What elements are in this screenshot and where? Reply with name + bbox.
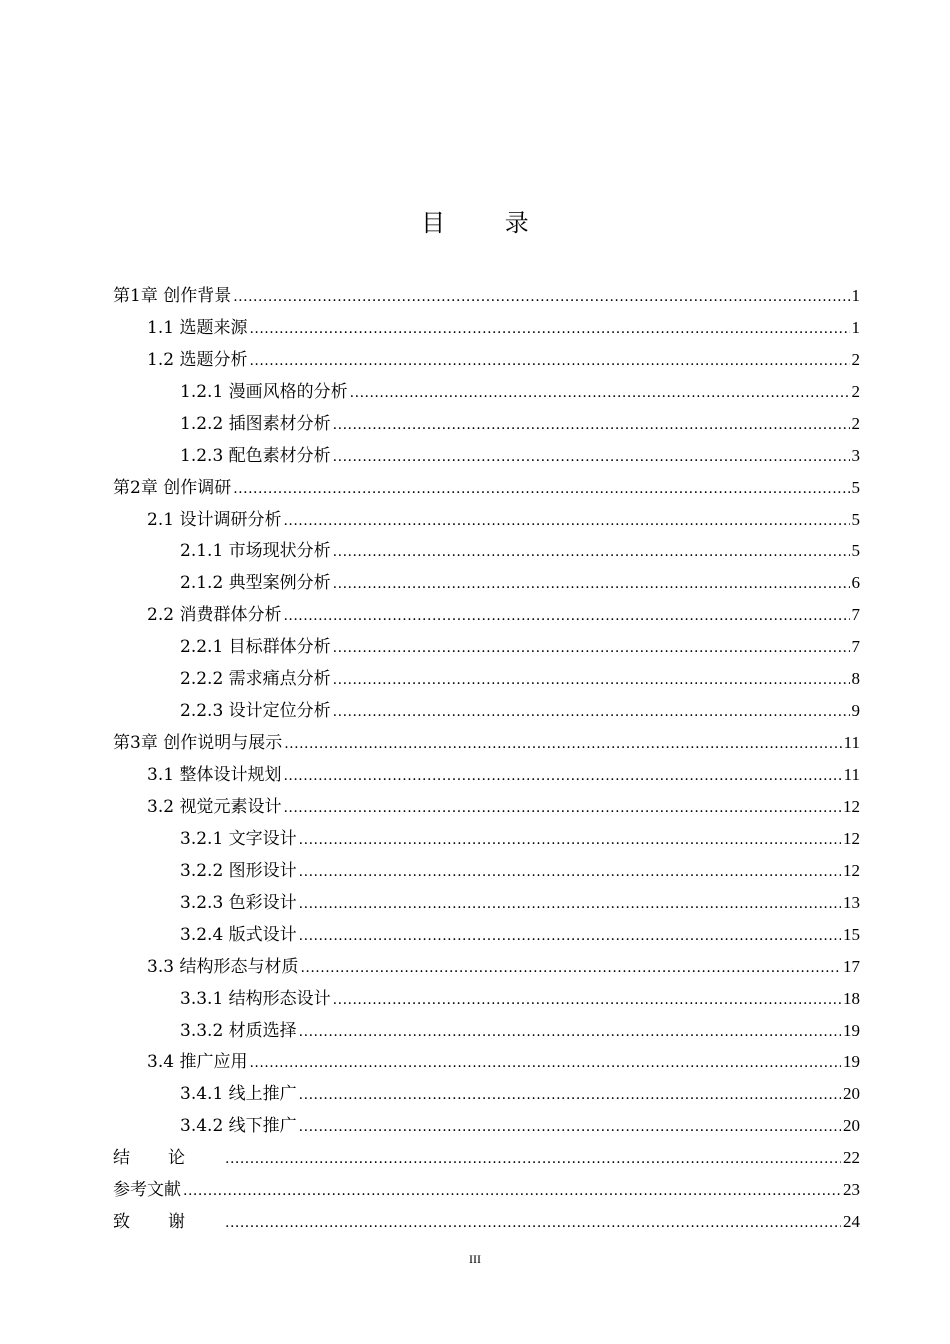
toc-entry[interactable] [113,658,860,690]
table-of-contents [113,275,860,1233]
toc-entry-page: 2 [851,381,860,401]
toc-entry-page: 11 [843,733,860,753]
toc-entry-label: 3.3.1 结构形态设计 [180,988,331,1009]
toc-entry-page: 19 [843,1052,860,1072]
toc-entry[interactable] [113,467,860,499]
dot-leader [299,828,841,850]
toc-entry-page: 2 [851,413,860,433]
toc-entry-page: 15 [843,924,860,944]
toc-entry[interactable] [113,403,860,435]
dot-leader [249,317,849,339]
toc-entry-page: 5 [851,509,860,529]
toc-entry-label: 3.2.1 文字设计 [180,828,297,849]
toc-entry-label: 3.3 结构形态与材质 [147,956,299,977]
dot-leader [233,477,849,499]
toc-entry-page: 13 [843,892,860,912]
toc-entry-page: 12 [843,828,860,848]
toc-entry-page: 6 [851,573,860,593]
toc-entry-page: 3 [851,445,860,465]
toc-entry-label: 1.2.1 漫画风格的分析 [180,381,348,402]
dot-leader [333,413,850,435]
toc-entry-label: 3.3.2 材质选择 [180,1020,297,1041]
toc-entry-label: 3.2.3 色彩设计 [180,892,297,913]
toc-entry-label: 3.4 推广应用 [147,1052,248,1073]
toc-entry-label: 1.2 选题分析 [147,349,248,370]
toc-entry[interactable] [113,978,860,1010]
toc-entry-label: 3.2.4 版式设计 [180,924,297,945]
toc-entry-page: 12 [843,860,860,880]
toc-entry[interactable] [113,946,860,978]
toc-entry[interactable] [113,1137,860,1169]
toc-entry[interactable] [113,690,860,722]
toc-entry-label: 1.2.2 插图素材分析 [180,413,331,434]
toc-entry-page: 17 [843,956,860,976]
toc-entry-label: 第1章 创作背景 [113,285,232,306]
dot-leader [183,1179,841,1201]
toc-entry-label: 2.1.1 市场现状分析 [180,541,331,562]
toc-entry-label: 3.1 整体设计规划 [147,765,282,785]
toc-entry-page: 22 [843,1148,860,1168]
dot-leader [249,349,849,371]
dot-leader [299,1115,841,1137]
toc-entry[interactable] [113,850,860,882]
dot-leader [225,1147,841,1169]
dot-leader [283,509,849,531]
toc-entry-page: 8 [851,669,860,689]
page-number-footer: III [469,1252,481,1266]
dot-leader [283,604,849,626]
toc-entry-label: 2.1 设计调研分析 [147,509,282,530]
toc-entry[interactable] [113,1010,860,1042]
toc-entry-label: 3.4.2 线下推广 [180,1116,297,1137]
toc-entry-page: 24 [843,1212,860,1232]
dot-leader [299,1083,841,1105]
toc-entry-label: 第2章 创作调研 [113,477,232,498]
toc-entry[interactable] [113,786,860,818]
dot-leader [284,732,841,754]
toc-entry[interactable] [113,914,860,946]
dot-leader [350,381,850,403]
dot-leader [333,540,850,562]
toc-entry-page: 2 [851,349,860,369]
toc-entry-label: 致谢 [113,1212,223,1233]
dot-leader [283,764,841,786]
toc-entry[interactable] [113,1201,860,1233]
toc-entry-label: 1.2.3 配色素材分析 [180,445,331,466]
dot-leader [333,668,850,690]
toc-entry-page: 20 [843,1116,860,1136]
toc-entry-label: 2.2.2 需求痛点分析 [180,669,331,690]
toc-entry-label: 2.2 消费群体分析 [147,605,282,626]
toc-entry-page: 12 [843,796,860,816]
toc-entry-label: 3.4.1 线上推广 [180,1084,297,1105]
toc-entry-label: 3.2 视觉元素设计 [147,796,282,817]
toc-entry[interactable] [113,499,860,531]
dot-leader [333,988,841,1010]
page-title: 目 录 [421,209,555,237]
toc-entry-label: 参考文献 [113,1180,181,1201]
dot-leader [300,956,841,978]
toc-entry[interactable] [113,594,860,626]
toc-entry-page: 23 [843,1180,860,1200]
toc-entry-label: 2.2.3 设计定位分析 [180,701,331,722]
toc-entry[interactable] [113,722,860,754]
toc-entry-page: 5 [851,477,860,497]
toc-entry-page: 7 [851,605,860,625]
toc-entry[interactable] [113,1042,860,1074]
toc-entry[interactable] [113,818,860,850]
toc-entry[interactable] [113,1105,860,1137]
toc-entry[interactable] [113,339,860,371]
toc-entry-label: 1.1 选题来源 [147,317,248,338]
dot-leader [225,1211,841,1233]
toc-entry[interactable] [113,754,860,786]
dot-leader [333,636,850,658]
toc-entry[interactable] [113,1073,860,1105]
toc-entry[interactable] [113,275,860,307]
toc-entry-label: 3.2.2 图形设计 [180,860,297,881]
toc-entry-page: 11 [843,765,860,784]
toc-entry-label: 第3章 创作说明与展示 [113,733,283,754]
toc-entry[interactable] [113,1169,860,1201]
dot-leader [249,1051,841,1073]
toc-entry-page: 18 [843,988,860,1008]
dot-leader [283,796,841,818]
toc-entry[interactable] [113,562,860,594]
dot-leader [299,924,841,946]
dot-leader [299,1020,841,1042]
toc-entry-page: 9 [851,701,860,721]
toc-entry[interactable] [113,371,860,403]
toc-entry-label: 2.2.1 目标群体分析 [180,637,331,658]
toc-entry-page: 7 [851,637,860,657]
dot-leader [299,860,841,882]
dot-leader [333,445,850,467]
toc-entry[interactable] [113,307,860,339]
toc-entry[interactable] [113,531,860,563]
toc-entry-label: 2.1.2 典型案例分析 [180,573,331,594]
toc-entry-page: 20 [843,1084,860,1104]
dot-leader [333,700,850,722]
toc-entry-page: 5 [851,541,860,561]
dot-leader [299,892,841,914]
toc-entry[interactable] [113,882,860,914]
toc-entry[interactable] [113,626,860,658]
dot-leader [233,285,849,307]
toc-entry-page: 1 [851,285,860,305]
toc-entry[interactable] [113,435,860,467]
toc-entry-page: 1 [851,317,860,337]
dot-leader [333,572,850,594]
toc-entry-page: 19 [843,1020,860,1040]
toc-entry-label: 结论 [113,1148,223,1169]
